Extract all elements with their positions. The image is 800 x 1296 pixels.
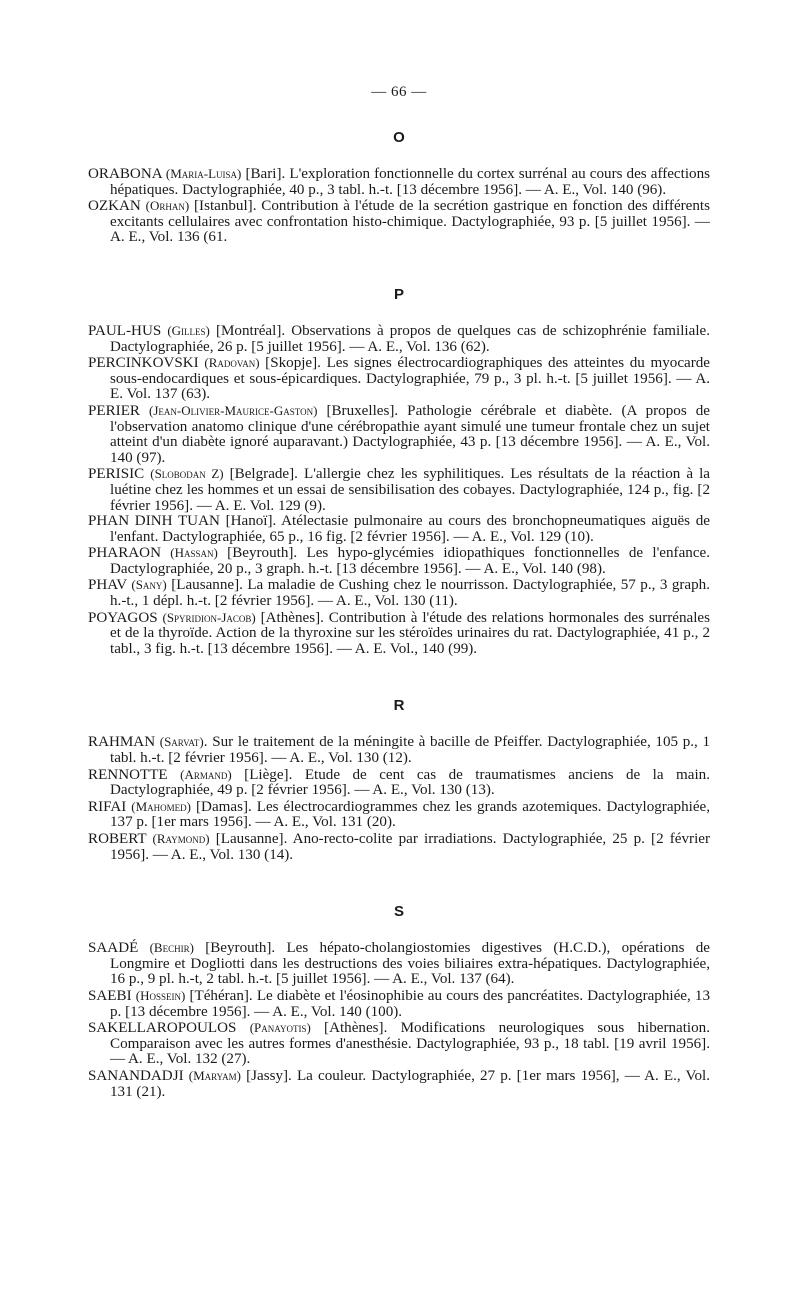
entry-surname: ORABONA <box>88 166 162 182</box>
entry-given-name: (Sarvat) <box>159 734 204 750</box>
entry-text: [Athènes]. Modifications neurologiques sous hibernation. Comparaison avec les autres formes d'anesthésie. Dactylographiée, 93 p., 18 tabl. [19 avril 1956]. — A. E., Vol. 132 (27). <box>110 1020 710 1068</box>
entry-given-name: (Maryam) <box>188 1067 241 1083</box>
entry-text: [Téhéran]. Le diabète et l'éosinophibie au cours des pancréatites. Dactylographiée, 13 p. [13 décembre 1956]. — A. E., Vol. 140 (100). <box>110 987 710 1020</box>
entry-given-name: (Panayotis) <box>249 1020 311 1036</box>
entry-given-name: (Orhan) <box>145 198 190 214</box>
entry-given-name: (Gilles) <box>167 322 210 338</box>
entry-surname: ROBERT <box>88 831 147 847</box>
bibliography-entry <box>88 577 710 609</box>
bibliography-entry <box>88 988 710 1020</box>
entry-text: [Liège]. Etude de cent cas de traumatismes anciens de la main. Dactylographiée, 49 p. [2 février 1956]. — A. E., Vol. 130 (13). <box>110 766 711 799</box>
bibliography-entry <box>88 734 710 766</box>
entry-text: [Montréal]. Observations à propos de quelques cas de schizophrénie familiale. Dactylographiée, 26 p. [5 juillet 1956]. — A. E., Vol. 136 (62). <box>110 322 710 355</box>
entry-text: [Belgrade]. L'allergie chez les syphilitiques. Les résultats de la réaction à la luétine chez les hommes et un essai de sensibilisation des cobayes. Dactylographiée, 124 p., fig. [2 février 1956]. — A. E. Vol. 129 (9). <box>110 466 710 514</box>
entry-text: [Lausanne]. Ano-recto-colite par irradiations. Dactylographiée, 25 p. [2 février 1956]. — A. E., Vol. 130 (14). <box>110 831 710 863</box>
entry-surname: PHAV <box>88 577 127 594</box>
entry-surname: PERIER <box>88 402 140 419</box>
entry-surname: OZKAN <box>88 198 141 215</box>
section-r-entries <box>88 734 710 863</box>
entry-text: [Skopje]. Les signes électrocardiographiques des atteintes du myocarde sous-endocardiques et sous-épicardiques. Dactylographiée, 79 p., 3 pl. h.-t. [5 juillet 1956]. — A. E. Vol. 137 (63). <box>110 355 710 403</box>
bibliography-entry <box>88 323 710 355</box>
bibliography-entry <box>88 799 710 831</box>
entry-text: [Beyrouth]. Les hypo-glycémies idiopathiques fonctionnelles de l'enfance. Dactylographiée, 20 p., 3 graph. h.-t. [13 décembre 1956]. — A. E., Vol. 140 (98). <box>110 545 710 577</box>
page-number: — 66 — <box>371 84 427 100</box>
entry-surname: PAUL-HUS <box>88 322 162 339</box>
entry-given-name: (Hassan) <box>170 545 218 561</box>
entry-given-name: (Slobodan Z) <box>150 466 224 482</box>
entry-surname: PERCINKOVSKI <box>88 355 199 372</box>
entry-surname: PHARAON <box>88 545 161 562</box>
entry-surname: SAADÉ <box>88 940 139 957</box>
entry-given-name: (Maria-Luisa) <box>165 166 242 181</box>
section-p-entries <box>88 323 710 657</box>
entry-given-name: (Radovan) <box>204 355 260 371</box>
bibliography-entry <box>88 514 710 545</box>
section-letter-p: P <box>393 285 404 303</box>
entry-given-name: (Raymond) <box>152 831 210 846</box>
entry-surname: RIFAI <box>88 798 127 815</box>
entry-surname: SAKELLAROPOULOS <box>88 1020 237 1037</box>
bibliography-entry <box>88 166 710 198</box>
entry-surname: RAHMAN <box>88 734 156 751</box>
section-letter-r: R <box>393 697 405 715</box>
entry-text: [Beyrouth]. Les hépato-cholangiostomies digestives (H.C.D.), opérations de Longmire et Dogliotti dans les destructions des voies biliaires extra-hépatiques. Dactylographiée, 16 p., 9 pl. h.-t, 2 tabl. h.-t. [5 juillet 1956]. — A. E., Vol. 137 (64). <box>110 940 710 988</box>
entry-text: [Bruxelles]. Pathologie cérébrale et diabète. (A propos de l'observation anatomo clinique d'une cérébropathie ayant simulé une tumeur frontale chez un sujet atteint d'un diabète ignoré auparavant.) Dactylographiée, 43 p. [13 décembre 1956]. — A. E., Vol. 140 (97). <box>110 402 710 466</box>
bibliography-entry <box>88 940 710 988</box>
entry-surname: SAEBI <box>88 987 132 1004</box>
entry-text: [Jassy]. La couleur. Dactylographiée, 27 p. [1er mars 1956], — A. E., Vol. 131 (21). <box>110 1067 710 1100</box>
entry-given-name: (Bechir) <box>149 940 194 956</box>
entry-text: . Sur le traitement de la méningite à bacille de Pfeiffer. Dactylographiée, 105 p., 1 tabl. h.-t. [2 février 1956]. — A. E., Vol. 130 (12). <box>110 734 710 767</box>
entry-surname: PERISIC <box>88 466 145 483</box>
entry-text: [Hanoï]. Atélectasie pulmonaire au cours des bronchopneumatiques aiguës de l'enfant. Dactylographiée, 65 p., 16 fig. [2 février 1956]. — A. E., Vol. 129 (10). <box>110 513 710 545</box>
bibliography-entry <box>88 403 710 466</box>
entry-text: [Damas]. Les électrocardiogrammes chez les grands azotemiques. Dactylographiée, 137 p. [1er mars 1956]. — A. E., Vol. 131 (20). <box>110 798 710 831</box>
entry-surname: RENNOTTE <box>88 766 168 783</box>
entry-given-name: (Sany) <box>131 577 167 593</box>
section-letter-s: S <box>393 903 404 921</box>
entry-surname: SANANDADJI <box>88 1067 184 1084</box>
entry-given-name: (Spyridion-Jacob) <box>162 609 256 625</box>
bibliography-entry <box>88 198 710 246</box>
entry-given-name: (Hossein) <box>135 987 186 1003</box>
entry-given-name: (Armand) <box>180 766 232 782</box>
section-letter-o: O <box>393 129 405 146</box>
entry-text: [Lausanne]. La maladie de Cushing chez le nourrisson. Dactylographiée, 57 p., 3 graph. h.-t., 1 dépl. h.-t. [2 février 1956]. — A. E., Vol. 130 (11). <box>110 577 710 610</box>
entry-given-name: (Mahomed) <box>131 798 192 814</box>
section-o-entries <box>88 166 710 246</box>
entry-text: [Istanbul]. Contribution à l'étude de la secrétion gastrique en fonction des différents excitants cellulaires avec confrontation histo-chimique. Dactylographiée, 93 p. [5 juillet 1956]. — A. E., Vol. 136 (61. <box>110 198 710 246</box>
document-page <box>88 84 710 1140</box>
bibliography-entry <box>88 1068 710 1100</box>
bibliography-entry <box>88 545 710 577</box>
bibliography-entry <box>88 767 710 799</box>
entry-given-name: (Jean-Olivier-Maurice-Gaston) <box>149 402 318 418</box>
entry-surname: POYAGOS <box>88 609 158 626</box>
bibliography-entry <box>88 466 710 514</box>
entry-text: [Athènes]. Contribution à l'étude des relations hormonales des surrénales et de la thyroïde. Action de la thyroxine sur les stéroïdes urinaires du rat. Dactylographiée, 41 p., 2 tabl., 3 fig. h.-t. [13 décembre 1956]. — A. E. Vol., 140 (99). <box>110 609 710 657</box>
bibliography-entry <box>88 1020 710 1068</box>
bibliography-entry <box>88 831 710 863</box>
bibliography-entry <box>88 610 710 658</box>
entry-surname: PHAN DINH TUAN <box>88 513 220 530</box>
entry-text: [Bari]. L'exploration fonctionnelle du cortex surrénal au cours des affections hépatiques. Dactylographiée, 40 p., 3 tabl. h.-t. [13 décembre 1956]. — A. E., Vol. 140 (96). <box>110 166 710 198</box>
section-s-entries <box>88 940 710 1100</box>
bibliography-entry <box>88 355 710 403</box>
